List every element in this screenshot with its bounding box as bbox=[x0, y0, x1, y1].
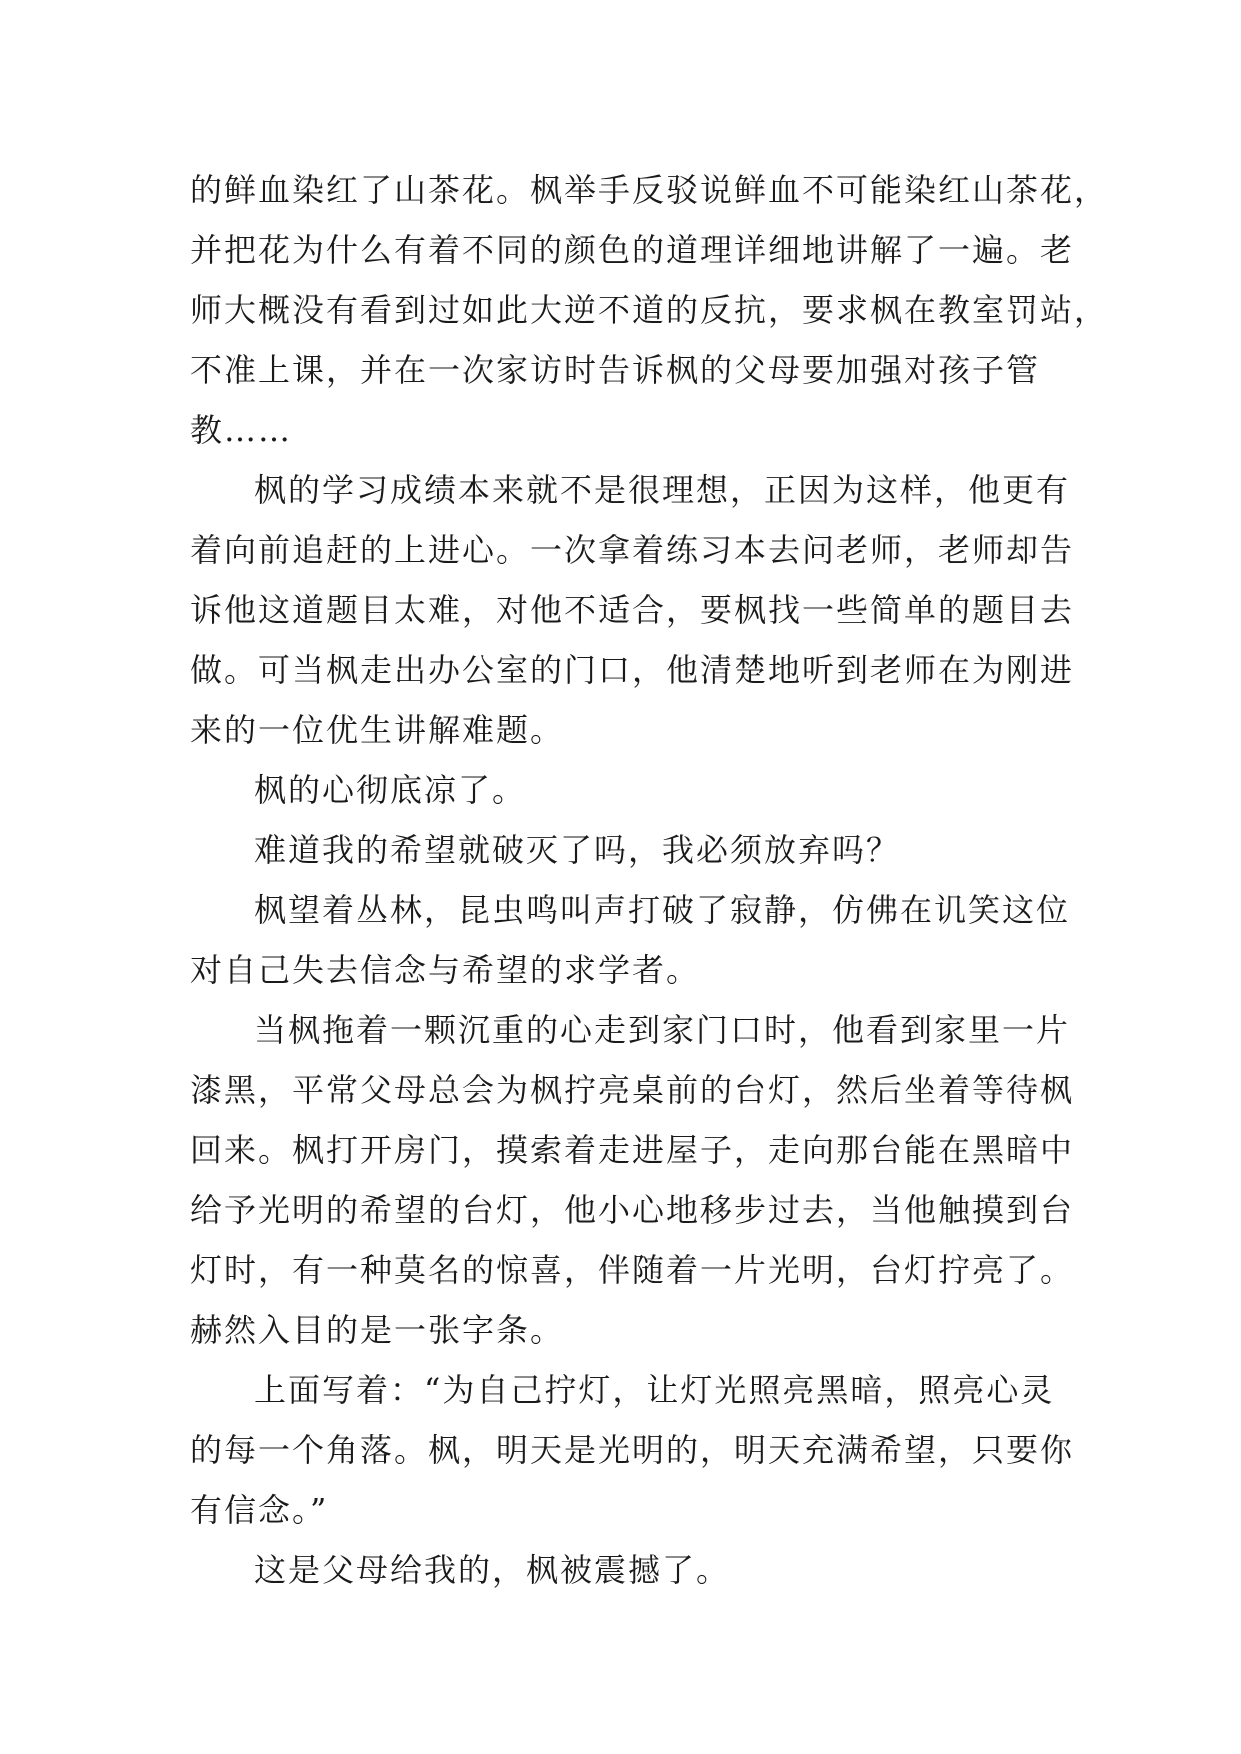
text-line: 漆黑，平常父母总会为枫拧亮桌前的台灯，然后坐着等待枫 bbox=[190, 1071, 1075, 1109]
body-text bbox=[190, 160, 1109, 1600]
text-line: 回来。枫打开房门，摸索着走进屋子，走向那台能在黑暗中 bbox=[190, 1131, 1075, 1169]
text-line: 并把花为什么有着不同的颜色的道理详细地讲解了一遍。老 bbox=[190, 231, 1075, 269]
text-line: 对自己失去信念与希望的求学者。 bbox=[190, 951, 701, 989]
paragraph-start-line: 难道我的希望就破灭了吗，我必须放弃吗？ bbox=[254, 831, 901, 869]
paragraph-start-line: 枫的学习成绩本来就不是很理想，正因为这样，他更有 bbox=[254, 471, 1071, 509]
text-line: 赫然入目的是一张字条。 bbox=[190, 1311, 565, 1349]
text-line: 灯时，有一种莫名的惊喜，伴随着一片光明，台灯拧亮了。 bbox=[190, 1251, 1075, 1289]
paragraph-start-line: 当枫拖着一颗沉重的心走到家门口时，他看到家里一片 bbox=[254, 1011, 1071, 1049]
text-line: 给予光明的希望的台灯，他小心地移步过去，当他触摸到台 bbox=[190, 1191, 1075, 1229]
text-line: 来的一位优生讲解难题。 bbox=[190, 711, 565, 749]
paragraph-start-line: 枫的心彻底凉了。 bbox=[254, 771, 527, 809]
text-line: 不准上课，并在一次家访时告诉枫的父母要加强对孩子管 bbox=[190, 351, 1041, 389]
text-line: 师大概没有看到过如此大逆不道的反抗，要求枫在教室罚站， bbox=[190, 291, 1109, 329]
text-line: 教…… bbox=[190, 411, 293, 449]
text-line: 的每一个角落。枫，明天是光明的，明天充满希望，只要你 bbox=[190, 1431, 1075, 1469]
paragraph-start-line: 上面写着：“为自己拧灯，让灯光照亮黑暗，照亮心灵 bbox=[254, 1371, 1055, 1409]
text-line: 有信念。” bbox=[190, 1491, 329, 1529]
text-line: 的鲜血染红了山茶花。枫举手反驳说鲜血不可能染红山茶花， bbox=[190, 171, 1109, 209]
paragraph-start-line: 枫望着丛林，昆虫鸣叫声打破了寂静，仿佛在讥笑这位 bbox=[254, 891, 1071, 929]
text-line: 诉他这道题目太难，对他不适合，要枫找一些简单的题目去 bbox=[190, 591, 1075, 629]
paragraph-start-line: 这是父母给我的，枫被震撼了。 bbox=[254, 1551, 731, 1589]
text-line: 着向前追赶的上进心。一次拿着练习本去问老师，老师却告 bbox=[190, 531, 1075, 569]
text-line: 做。可当枫走出办公室的门口，他清楚地听到老师在为刚进 bbox=[190, 651, 1075, 689]
